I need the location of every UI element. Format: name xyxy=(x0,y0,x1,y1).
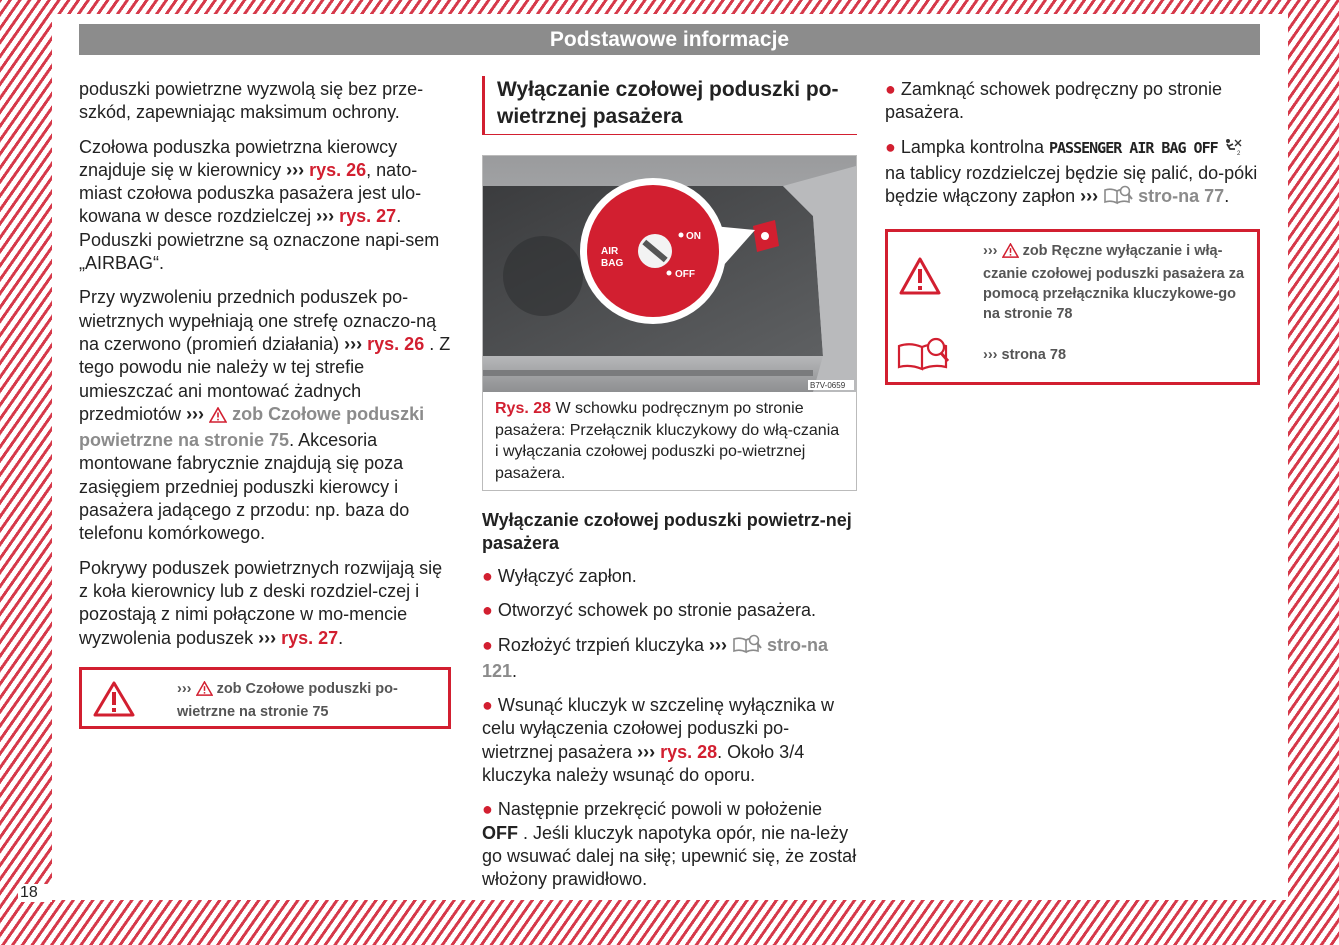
paragraph: Czołowa poduszka powietrzna kierowcy znajduje się w kierownicy ››› rys. 26, nato-miast czołowa poduszka pasażera jest ulo-kowana w desce rozdzielczej ››› rys. 27. Poduszki powietrzne są oznaczone napi-sem „AIRBAG“. xyxy=(79,136,440,274)
list-item: ● Wsunąć kluczyk w szczelinę wyłącznika w celu wyłączenia czołowej poduszki po-wietrznej pasażera ››› rys. 28. Około 3/4 kluczyka należy wsunąć do oporu. xyxy=(482,695,834,786)
column-left xyxy=(79,78,451,729)
page-header: Podstawowe informacje xyxy=(79,24,1260,55)
off-label: OFF xyxy=(482,822,518,843)
page-link[interactable]: stro-na 121 xyxy=(482,634,829,681)
paragraph: poduszki powietrzne wyzwolą się bez prze-szkód, zapewniając maksimum ochrony. xyxy=(79,79,424,123)
chevrons: ››› xyxy=(286,159,305,180)
warning-icon xyxy=(1002,243,1019,264)
warning-box-text[interactable]: zob Ręczne wyłączanie i włą-czanie czołowej poduszki pasażera za pomocą przełącznika kluczykowe-go na stronie 78 xyxy=(983,243,1245,323)
svg-text:2: 2 xyxy=(1236,150,1241,156)
column-right xyxy=(885,78,1260,385)
warning-link[interactable]: zob Czołowe poduszki powietrzne na stronie 75 xyxy=(79,403,425,451)
chevrons: ››› xyxy=(316,206,335,227)
list-item: ● Otworzyć schowek po stronie pasażera. xyxy=(482,600,817,621)
glovebox-photo xyxy=(483,156,856,392)
figure-link[interactable]: rys. 27 xyxy=(339,206,397,227)
figure-caption xyxy=(483,392,856,490)
caption-text: W schowku podręcznym po stronie pasażera: Przełącznik kluczykowy do włą-czania i wyłączania czołowej poduszki po-wietrznej pasażera. xyxy=(495,400,840,482)
warning-triangle-icon xyxy=(898,256,942,302)
warning-lamp-label: PASSENGER AIR BAG OFF xyxy=(1049,138,1218,157)
subheading: Wyłączanie czołowej poduszki powietrz-nej pasażera xyxy=(482,510,852,553)
book-icon xyxy=(732,634,762,660)
label-off: OFF xyxy=(675,269,695,280)
chevrons: ››› xyxy=(708,634,727,655)
chevrons: ››› xyxy=(258,627,277,648)
list-item: ● Następnie przekręcić powoli w położenie OFF . Jeśli kluczyk napotyka opór, nie na-leży go wsuwać dalej na siłę; upewnić się, że został włożony prawidłowo. xyxy=(482,799,857,890)
warning-box xyxy=(885,229,1260,385)
figure-code: B7V-0659 xyxy=(810,381,846,390)
chevrons: ››› xyxy=(983,243,998,260)
figure-link[interactable]: rys. 27 xyxy=(281,627,339,648)
list-item: ● Rozłożyć trzpień kluczyka ››› stro-na 121. xyxy=(482,634,829,681)
chevrons: ››› xyxy=(344,333,363,354)
list-item: ● Lampka kontrolna PASSENGER AIR BAG OFF 2 na tablicy rozdzielczej będzie się palić, do-póki będzie włączony zapłon ››› stro-na 77. xyxy=(885,136,1260,212)
page-link[interactable]: stro-na 77 xyxy=(1138,186,1225,207)
figure-28 xyxy=(482,155,857,491)
warning-box xyxy=(79,667,451,729)
manual-page xyxy=(52,14,1288,900)
list-item: ● Wyłączyć zapłon. xyxy=(482,566,637,586)
list-item: ● Zamknąć schowek podręczny po stronie pasażera. xyxy=(885,79,1223,123)
figure-link[interactable]: rys. 26 xyxy=(309,159,367,180)
book-link-text[interactable]: strona 78 xyxy=(1001,347,1067,364)
label-air: AIR xyxy=(601,246,619,257)
paragraph: Przy wyzwoleniu przednich poduszek po-wietrznych wypełniają one strefę oznaczo-ną na czerwono (promień działania) ››› rys. 26 . Z tego powodu nie należy w tej strefie umieszczać ani montować żadnych przedmiotów ››› zob Czołowe poduszki powietrzne na stronie 75. Akcesoria montowane fabrycznie znajdują się poza zasięgiem przedniej poduszki kierowcy i pasażera jadącego z przodu: np. baza do telefonu komórkowego. xyxy=(79,287,451,544)
book-icon xyxy=(1103,185,1133,211)
warning-triangle-icon xyxy=(92,680,136,724)
page-number: 18 xyxy=(18,884,52,902)
column-middle xyxy=(482,78,857,903)
chevrons: ››› xyxy=(1080,186,1099,207)
label-on: ON xyxy=(686,231,701,242)
chevrons: ››› xyxy=(177,680,192,697)
chevrons: ››› xyxy=(186,403,205,424)
figure-link[interactable]: rys. 26 xyxy=(367,333,425,354)
warning-icon xyxy=(209,406,227,429)
section-title: Wyłączanie czołowej poduszki po-wietrznej pasażera xyxy=(482,76,857,135)
warning-icon xyxy=(196,681,213,702)
caption-label: Rys. 28 xyxy=(495,400,552,417)
paragraph: Pokrywy poduszek powietrznych rozwijają się z koła kierownicy lub z deski rozdziel-czej i pozostają z nimi połączone w mo-mencie wyzwolenia poduszek ››› rys. 27. xyxy=(79,557,443,648)
passenger-airbag-off-icon xyxy=(1223,138,1243,162)
chevrons: ››› xyxy=(637,741,656,762)
label-bag: BAG xyxy=(601,258,624,269)
chevrons: ››› xyxy=(983,347,998,364)
warning-box-text[interactable]: zob Czołowe poduszki po-wietrzne na stronie 75 xyxy=(177,680,398,720)
book-search-icon xyxy=(896,336,952,378)
figure-link[interactable]: rys. 28 xyxy=(660,741,718,762)
